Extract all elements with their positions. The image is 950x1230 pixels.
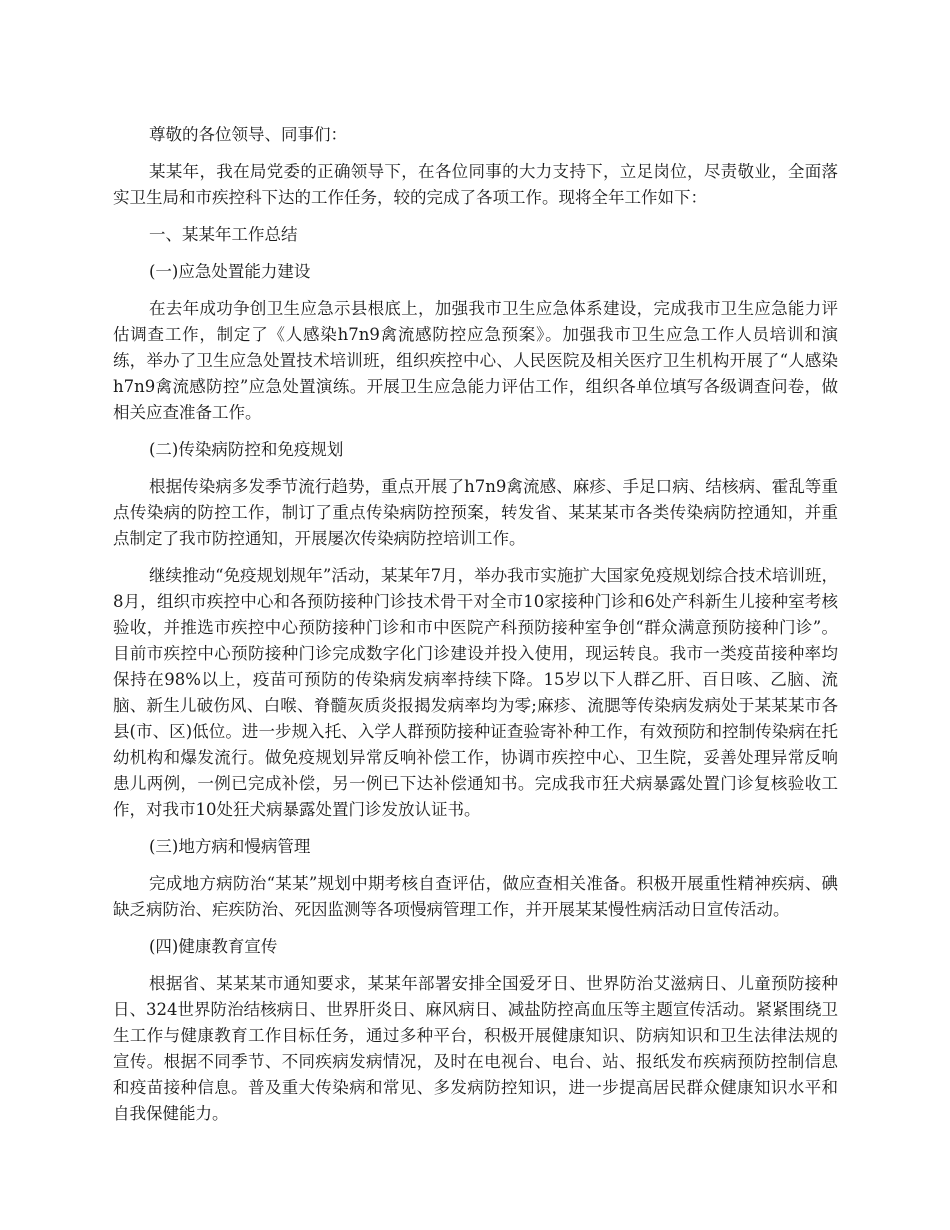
subsection-title-chronic: (三)地方病和慢病管理 <box>149 837 311 856</box>
chronic-paragraph: 完成地方病防治“某某”规划中期考核自查评估，做应查相关准备。积极开展重性精神疾病、碘缺乏病防治、疟疾防治、死因监测等各项慢病管理工作，并开展某某慢性病活动日宣传活动。 <box>113 874 838 919</box>
greeting: 尊敬的各位领导、同事们： <box>149 125 347 144</box>
emergency-paragraph: 在去年成功争创卫生应急示县根底上，加强我市卫生应急体系建设，完成我市卫生应急能力评估调查工作，制定了《人感染h7n9禽流感防控应急预案》。加强我市卫生应急工作人员培训和演练，举办了卫生应急处置技术培训班，组织疾控中心、人民医院及相关医疗卫生机构开展了“人感染h7n9禽流感防控”应急处置演练。开展卫生应急能力评估工作，组织各单位填写各级调查问卷，做相关应查准备工作。 <box>113 299 838 422</box>
infectious-paragraph-1: 根据传染病多发季节流行趋势，重点开展了h7n9禽流感、麻疹、手足口病、结核病、霍乱等重点传染病的防控工作，制订了重点传染病防控预案，转发省、某某某市各类传染病防控通知，并重点制定了我市防控通知，开展屡次传染病防控培训工作。 <box>113 477 838 548</box>
subsection-title-emergency: (一)应急处置能力建设 <box>149 262 311 281</box>
section-title-summary: 一、某某年工作总结 <box>149 225 298 244</box>
subsection-title-infectious: (二)传染病防控和免疫规划 <box>149 440 344 459</box>
intro-paragraph: 某某年，我在局党委的正确领导下，在各位同事的大力支持下，立足岗位，尽责敬业，全面落实卫生局和市疾控科下达的工作任务，较的完成了各项工作。现将全年工作如下： <box>113 162 838 207</box>
document-page <box>113 122 838 1138</box>
education-paragraph: 根据省、某某某市通知要求，某某年部署安排全国爱牙日、世界防治艾滋病日、儿童预防接种日、324世界防治结核病日、世界肝炎日、麻风病日、减盐防控高血压等主题宣传活动。紧紧围绕卫生工作与健康教育工作目标任务，通过多种平台，积极开展健康知识、防病知识和卫生法律法规的宣传。根据不同季节、不同疾病发病情况，及时在电视台、电台、站、报纸发布疾病预防控制信息和疫苗接种信息。普及重大传染病和常见、多发病防控知识，进一步提高居民群众健康知识水平和自我保健能力。 <box>113 974 838 1123</box>
infectious-paragraph-2: 继续推动“免疫规划规年”活动，某某年7月，举办我市实施扩大国家免疫规划综合技术培训班，8月，组织市疾控中心和各预防接种门诊技术骨干对全市10家接种门诊和6处产科新生儿接种室考核验收，并推选市疾控中心预防接种门诊和市中医院产科预防接种室争创“群众满意预防接种门诊”。目前市疾控中心预防接种门诊完成数字化门诊建设并投入使用，现运转良。我市一类疫苗接种率均保持在98%以上，疫苗可预防的传染病发病率持续下降。15岁以下人群乙肝、百日咳、乙脑、流脑、新生儿破伤风、白喉、脊髓灰质炎报揭发病率均为零;麻疹、流腮等传染病发病处于某某某市各县(市、区)低位。进一步规入托、入学人群预防接种证查验寄补种工作，有效预防和控制传染病在托幼机构和爆发流行。做免疫规划异常反响补偿工作，协调市疾控中心、卫生院，妥善处理异常反响患儿两例，一例已完成补偿，另一例已下达补偿通知书。完成我市狂犬病暴露处置门诊复核验收工作，对我市10处狂犬病暴露处置门诊发放认证书。 <box>113 566 838 819</box>
subsection-title-education: (四)健康教育宣传 <box>149 937 278 956</box>
